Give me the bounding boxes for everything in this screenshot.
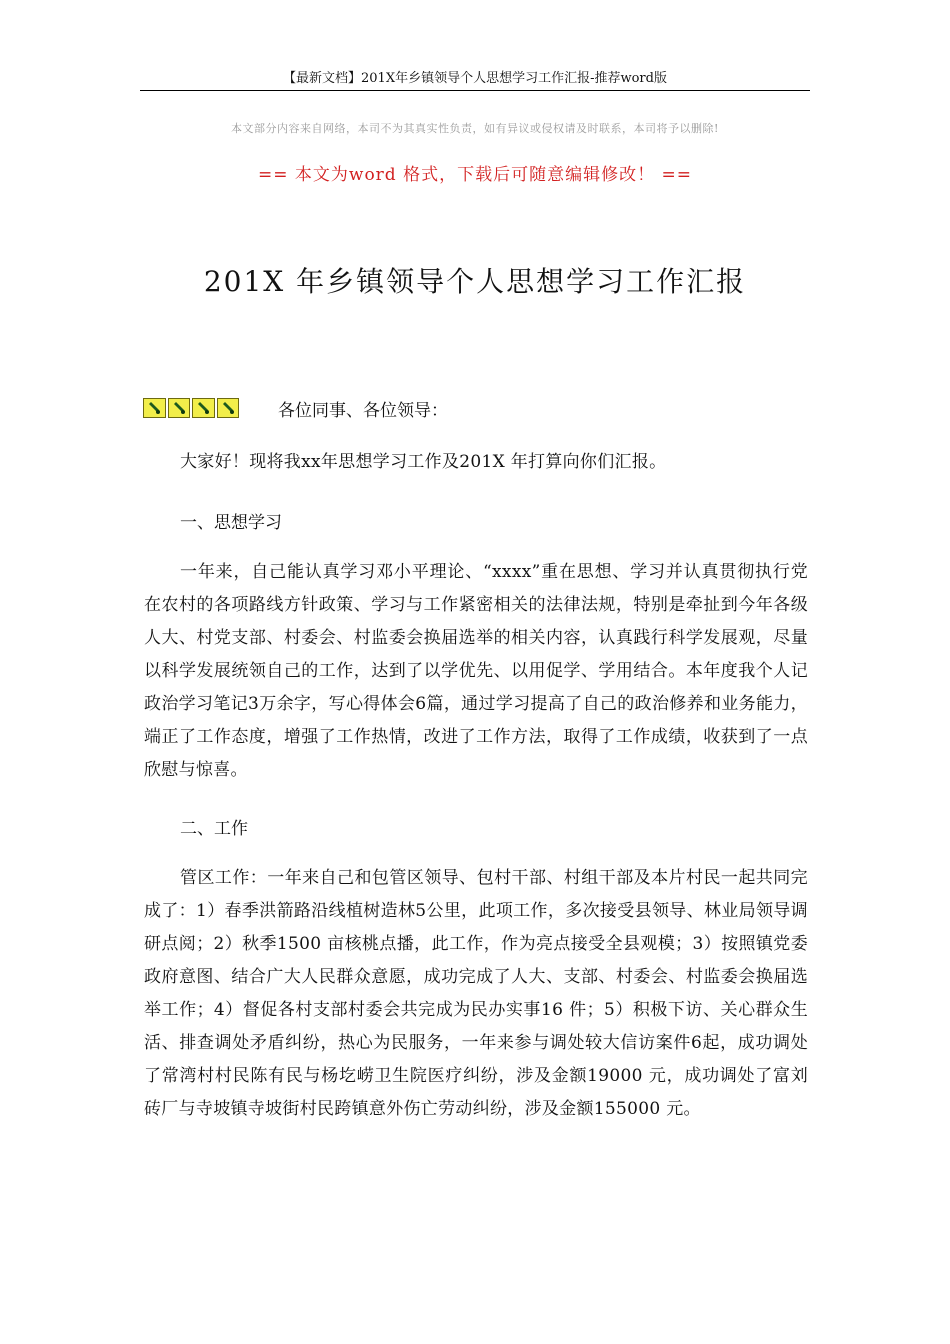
greeting: 各位同事、各位领导： bbox=[278, 401, 448, 421]
page-header bbox=[140, 70, 810, 91]
work-paragraph: 管区工作：一年来自己和包管区领导、包村干部、村组干部及本片村民一起共同完成了：1）春季洪箭路沿线植树造林5公里，此项工作，多次接受县领导、林业局领导调研点阅；2）秋季1500 亩核桃点播，此工作，作为亮点接受全县观模；3）按照镇党委政府意图、结合广大人民群众意愿，成功完成了人大、支部、村委会、村监委会换届选举工作；4）督促各村支部村委会共完成为民办实事16 件；5）积极下访、关心群众生活、排查调处矛盾纠纷，热心为民服务，一年来参与调处较大信访案件6起，成功调处了常湾村村民陈有民与杨圪崂卫生院医疗纠纷，涉及金额19000 元，成功调处了富刘砖厂与寺坡镇寺坡街村民跨镇意外伤亡劳动纠纷，涉及金额155000 元。 bbox=[144, 868, 808, 1119]
bell-icon bbox=[217, 398, 240, 418]
edit-notice: == 本文为word 格式，下载后可随意编辑修改！ == bbox=[258, 165, 692, 185]
bell-icon bbox=[192, 398, 215, 418]
intro-paragraph: 大家好！现将我xx年思想学习工作及201X 年打算向你们汇报。 bbox=[180, 452, 667, 472]
bell-icon bbox=[143, 398, 166, 418]
study-paragraph: 一年来，自己能认真学习邓小平理论、“xxxx”重在思想、学习并认真贯彻执行党在农村的各项路线方针政策、学习与工作紧密相关的法律法规，特别是牵扯到今年各级人大、村党支部、村委会、村监委会换届选举的相关内容，认真践行科学发展观，尽量以科学发展统领自己的工作，达到了以学优先、以用促学、学用结合。本年度我个人记政治学习笔记3万余字，写心得体会6篇，通过学习提高了自己的政治修养和业务能力，端正了工作态度，增强了工作热情，改进了工作方法，取得了工作成绩，收获到了一点欣慰与惊喜。 bbox=[144, 562, 808, 780]
section-heading-study: 一、思想学习 bbox=[180, 513, 282, 533]
decorative-icon-strip bbox=[143, 398, 239, 418]
section-heading-work: 二、工作 bbox=[180, 819, 248, 839]
disclaimer-text: 本文部分内容来自网络，本司不为其真实性负责，如有异议或侵权请及时联系，本司将予以删除! bbox=[231, 122, 719, 135]
header-text: 【最新文档】201X年乡镇领导个人思想学习工作汇报-推荐word版 bbox=[283, 71, 667, 86]
document-title: 201X 年乡镇领导个人思想学习工作汇报 bbox=[203, 265, 747, 298]
bell-icon bbox=[168, 398, 191, 418]
